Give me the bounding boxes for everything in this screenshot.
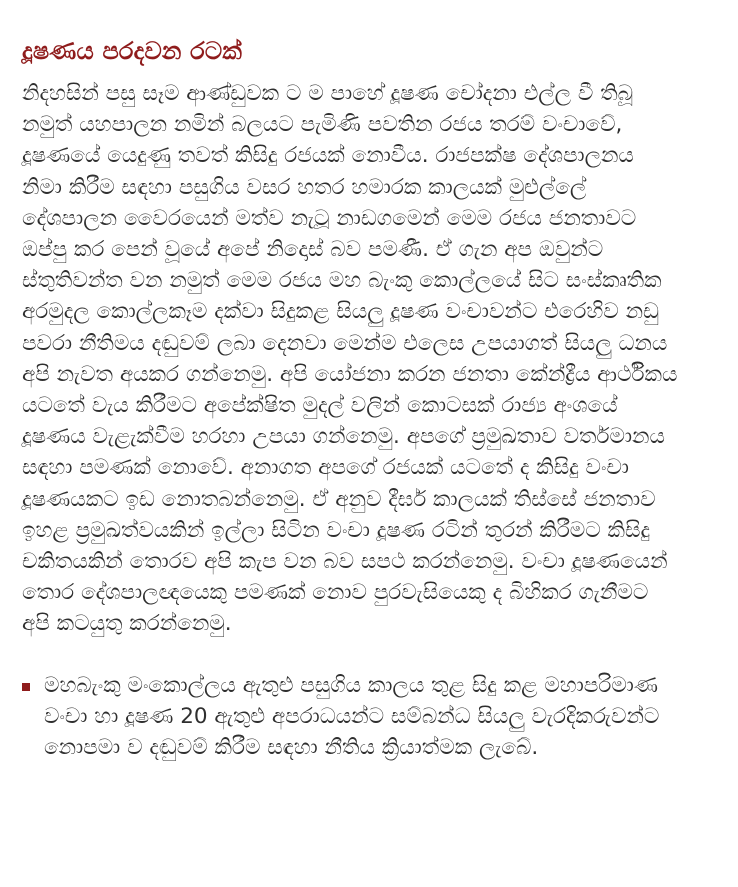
bullet-list (22, 670, 680, 764)
body-paragraph: නිදහසින් පසු සෑම ආණ්ඩුවක ට ම පාහේ දූෂණ චෝදනා එල්ල වී තිබූ නමුත් යහපාලන නමින් බලයට පැමිණි පවතින රජය තරම් වංචාවේ, දූෂණයේ යෙදුණු තවත් කිසිදු රජයක් නොවීය. රාජපක්ෂ දේශපාලනය නිමා කිරීම සඳහා පසුගිය වසර හතර හමාරක කාලයක් මුළුල්ලේ දේශපාලන වෛරයෙන් මත්ව නැටූ නාඩගමෙන් මෙම රජය ජනතාවට ඔප්පු කර පෙන් වූයේ අපේ නිදොස් බව පමණී. ඒ ගැන අප ඔවුන්ට ස්තුතිවන්ත වන නමුත් මෙම රජය මහ බැංකු කොල්ලයේ සිට සංස්කෘතික අරමුදල කොල්ලකෑම දක්වා සිදුකළ සියලු දූෂණ වංචාවන්ට එරෙහිව නඩු පවරා නීතිමය දඬුවම් ලබා දෙනවා මෙන්ම එලෙස උපයාගත් සියලු ධනය අපි නැවත අයකර ගන්නෙමු. අපි යෝජනා කරන ජනතා කේන්ද්‍රීය ආර්ථිකය යටතේ වැය කිරීමට අපේක්ෂිත මුදල් වලින් කොටසක් රාජ්‍ය අංශයේ දූෂණය වැළැක්වීම හරහා උපයා ගන්නෙමු. අපගේ ප්‍රමුඛතාව වර්තමානය සඳහා පමණක් නොවේ. අනාගත අපගේ රජයක් යටතේ ද කිසිදු වංචා දූෂණයකට ඉඩ නොතබන්නෙමු. ඒ අනුව දීර්ඝ කාලයක් තිස්සේ ජනතාව ඉහළ ප්‍රමුඛත්වයකින් ඉල්ලා සිටින වංචා දූෂණ රටින් තුරන් කිරීමට කිසිදු චකිතයකින් තොරව අපි කැප වන බව සපථ කරන්නෙමු. වංචා දූෂණයෙන් තොර දේශපාලඥයෙකු පමණක් නොව පුරවැසියෙකු ද බිහිකර ගැනීමට අපි කටයුතු කරන්නෙමු. (22, 81, 678, 637)
bullet-item (22, 670, 680, 764)
square-bullet-icon (22, 683, 30, 691)
bullet-text: මහබැංකු මංකොල්ලය ඇතුළු පසුගිය කාලය තුළ සිදු කළ මහාපරිමාණ වංචා හා දූෂණ 20 ඇතුළු අපරාධයන්ට සම්බන්ධ සියලු වැරදිකරුවන්ට නොපමා ව දඬුවම් කිරීම සඳහා නීතිය ක්‍රියාත්මක ලැබේ. (44, 672, 660, 761)
section-title: දූෂණය පරදවන රටක් (22, 37, 243, 65)
